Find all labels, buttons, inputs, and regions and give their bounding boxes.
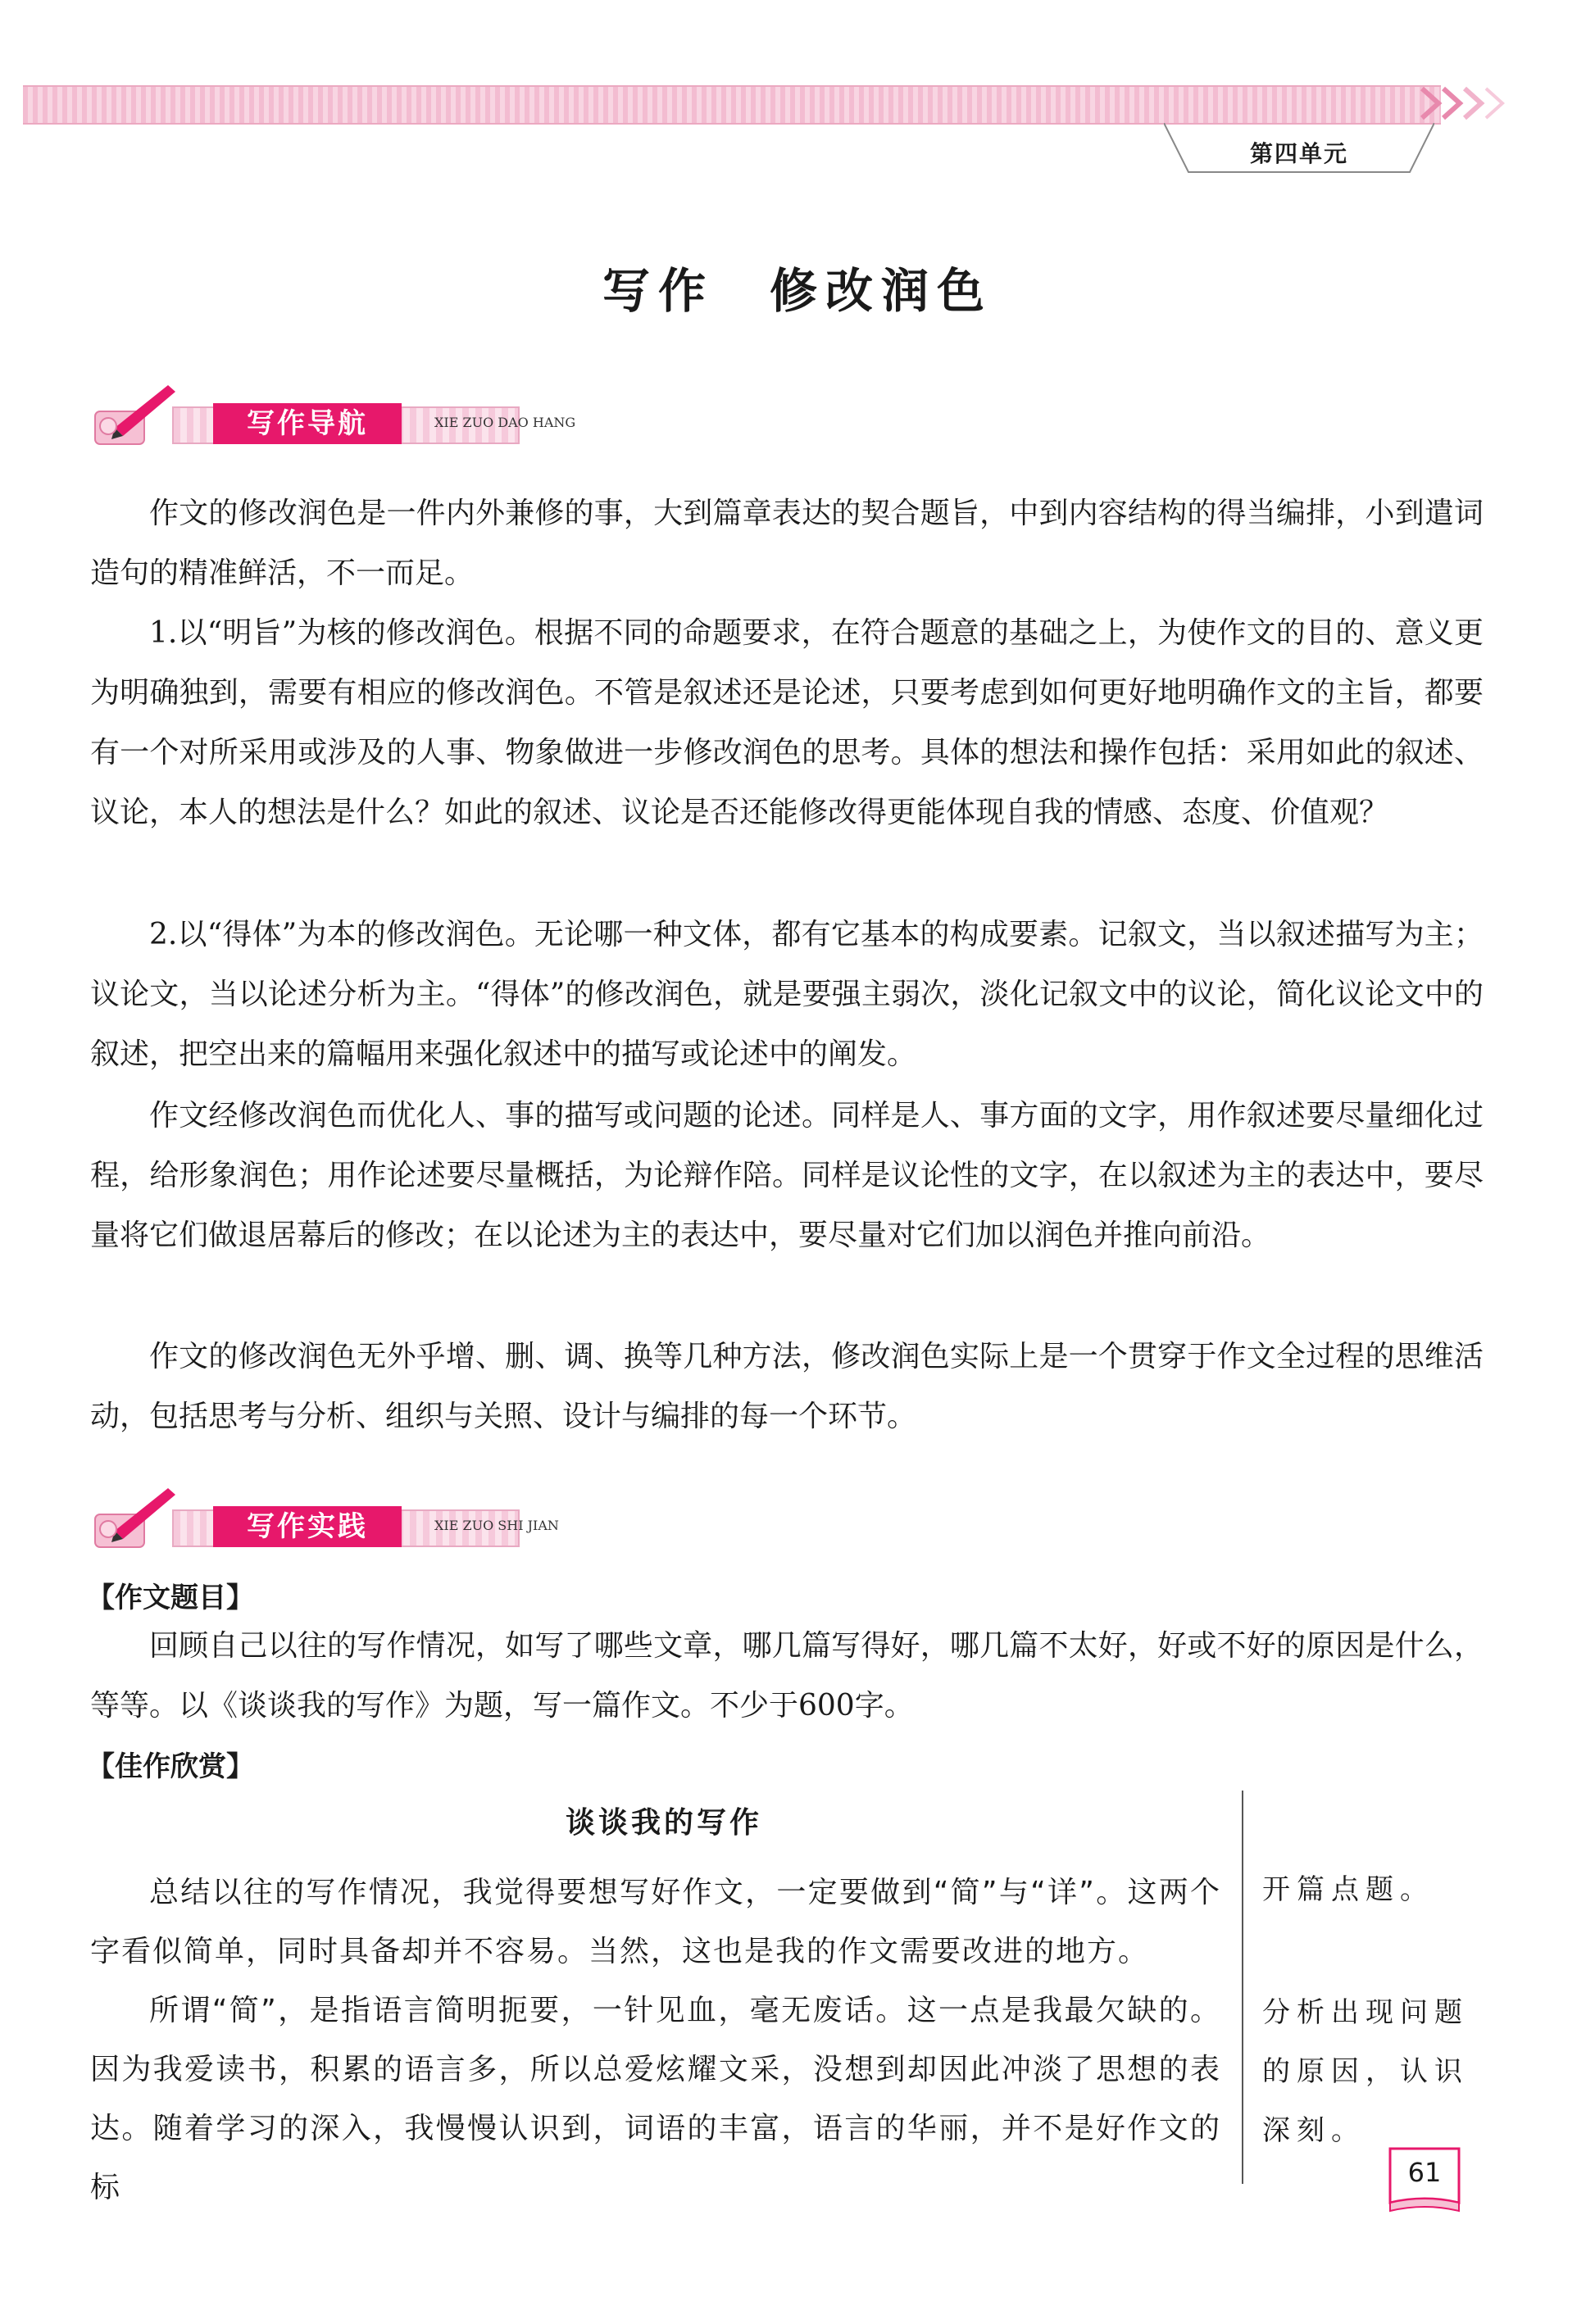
- page-title: 写作 修改润色: [602, 263, 993, 319]
- chevron-arrows-icon: [1414, 84, 1520, 123]
- section-banner-guide: [90, 379, 615, 452]
- essay-title: 谈谈我的写作: [565, 1805, 762, 1840]
- margin-divider: [1242, 1791, 1243, 2184]
- section-label: 写作导航: [213, 403, 402, 444]
- essay-paragraph: 总结以往的写作情况，我觉得要想写好作文，一定要做到“简”与“详”。这两个字看似简单，同时具备却并不容易。当然，这也是我的作文需要改进的地方。: [90, 1876, 1221, 1968]
- sample-heading: 【佳作欣赏】: [87, 1750, 254, 1783]
- guide-paragraph: 1.以“明旨”为核的修改润色。根据不同的命题要求，在符合题意的基础之上，为使作文的目的、意义更为明确独到，需要有相应的修改润色。不管是叙述还是论述，只要考虑到如何更好地明确作文的主旨，都要有一个对所采用或涉及的人事、物象做进一步修改润色的思考。具体的想法和操作包括：采用如此的叙述、议论，本人的想法是什么？如此的叙述、议论是否还能修改得更能体现自我的情感、态度、价值观？: [90, 616, 1484, 829]
- guide-paragraph: 作文的修改润色是一件内外兼修的事，大到篇章表达的契合题旨，中到内容结构的得当编排，小到遣词造句的精准鲜活，不一而足。: [90, 497, 1484, 590]
- section-pinyin: XIE ZUO SHI JIAN: [434, 1518, 559, 1533]
- side-note: 开篇点题。: [1262, 1873, 1434, 1906]
- header-band: [23, 85, 1441, 125]
- guide-paragraph: 作文经修改润色而优化人、事的描写或问题的论述。同样是人、事方面的文字，用作叙述要尽量细化过程，给形象润色；用作论述要尽量概括，为论辩作陪。同样是议论性的文字，在以叙述为主的表达中，要尽量将它们做退居幕后的修改；在以论述为主的表达中，要尽量对它们加以润色并推向前沿。: [90, 1099, 1484, 1252]
- guide-paragraph: 作文的修改润色无外乎增、删、调、换等几种方法，修改润色实际上是一个贯穿于作文全过程的思维活动，包括思考与分析、组织与关照、设计与编排的每一个环节。: [90, 1340, 1484, 1433]
- guide-paragraph: 2.以“得体”为本的修改润色。无论哪一种文体，都有它基本的构成要素。记叙文，当以叙述描写为主；议论文，当以论述分析为主。“得体”的修改润色，就是要强主弱次，淡化记叙文中的议论，简化议论文中的叙述，把空出来的篇幅用来强化叙述中的描写或论述中的阐发。: [90, 918, 1484, 1071]
- pen-hand-icon: [90, 1482, 180, 1555]
- essay-paragraph: 所谓“简”，是指语言简明扼要，一针见血，毫无废话。这一点是我最欠缺的。因为我爱读书，积累的语言多，所以总爱炫耀文采，没想到却因此冲淡了思想的表达。随着学习的深入，我慢慢认识到，词语的丰富，语言的华丽，并不是好作文的标: [90, 1994, 1221, 2204]
- section-label: 写作实践: [213, 1506, 402, 1547]
- page-number: 61: [1407, 2157, 1442, 2188]
- section-pinyin: XIE ZUO DAO HANG: [434, 415, 576, 430]
- topic-heading: 【作文题目】: [87, 1582, 254, 1614]
- topic-text: 回顾自己以往的写作情况，如写了哪些文章，哪几篇写得好，哪几篇不太好，好或不好的原因是什么，等等。以《谈谈我的写作》为题，写一篇作文。不少于600字。: [90, 1629, 1484, 1723]
- side-note: 分析出现问题的原因，认识深刻。: [1262, 1996, 1469, 2147]
- section-banner-practice: [90, 1482, 615, 1555]
- unit-label: 第四单元: [1249, 140, 1348, 167]
- pen-hand-icon: [90, 379, 180, 452]
